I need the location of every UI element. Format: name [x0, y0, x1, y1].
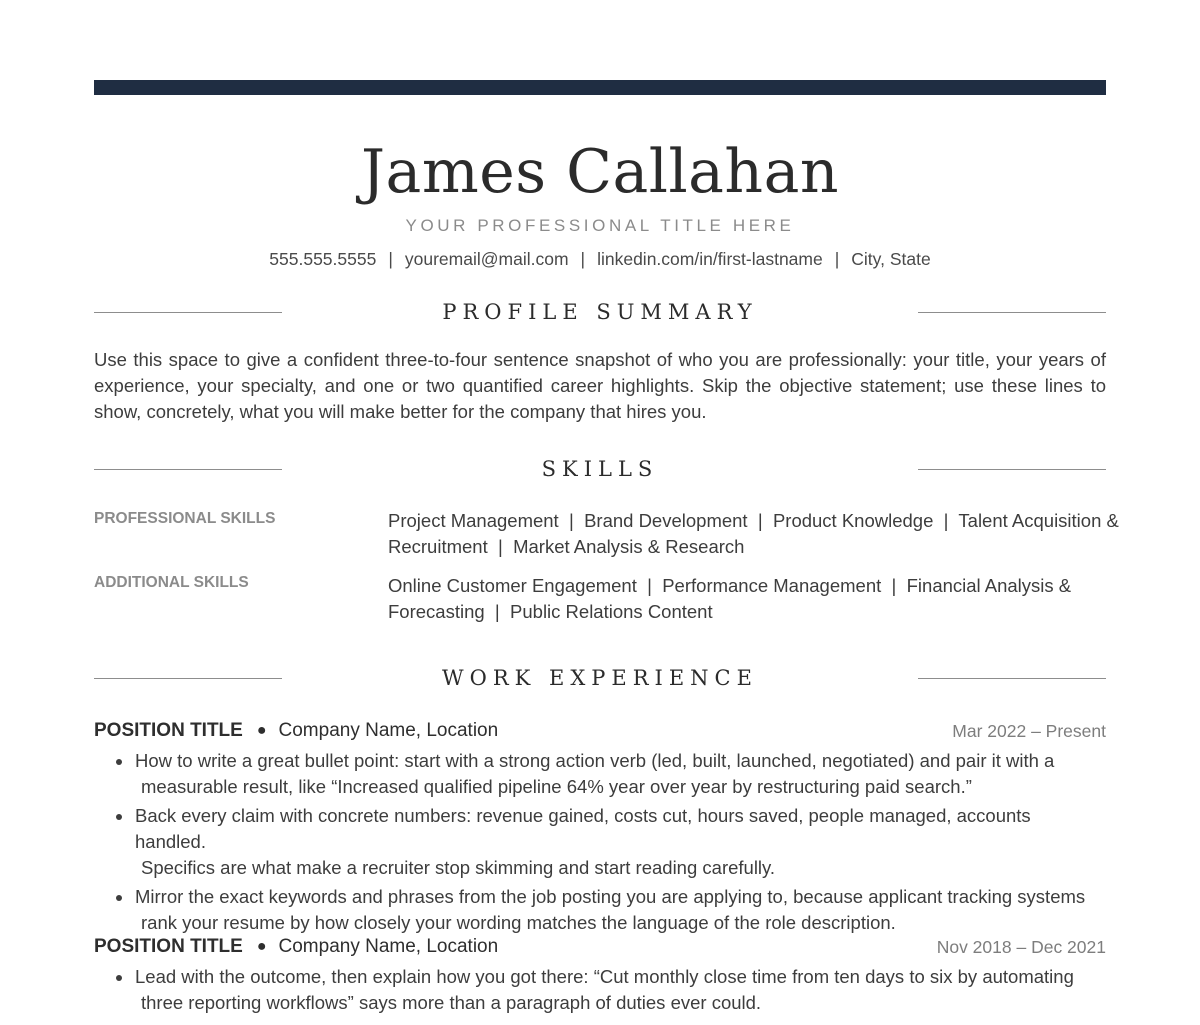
section-rule [94, 469, 282, 470]
bullet-line: Specifics are what make a recruiter stop skimming and start reading carefully. [141, 857, 776, 878]
section-title: SKILLS [541, 457, 659, 481]
job-header [94, 934, 1106, 960]
position-title: POSITION TITLE [94, 720, 243, 741]
contact-separator: | [834, 249, 840, 269]
contact-separator: | [388, 249, 393, 269]
list-item [114, 803, 1106, 881]
contact-location: City, State [851, 249, 931, 269]
skills-line: Online Customer Engagement | Performance Management | Financial Analysis & [388, 575, 1072, 596]
job-title-line [94, 934, 498, 960]
bullet-line: Mirror the exact keywords and phrases from the job posting you are applying to, because applicant tracking systems [135, 886, 1086, 907]
professional-skills-list [388, 508, 1119, 560]
section-rule [94, 678, 282, 679]
skills-line: Project Management | Brand Development | Product Knowledge | Talent Acquisition & [388, 510, 1119, 531]
section-title: PROFILE SUMMARY [442, 300, 758, 324]
contact-linkedin: linkedin.com/in/first-lastname [597, 249, 823, 269]
section-title: WORK EXPERIENCE [442, 666, 758, 690]
list-item [114, 884, 1106, 936]
section-rule [918, 469, 1106, 470]
skills-line: Forecasting | Public Relations Content [388, 601, 713, 622]
job-dates: Mar 2022 – Present [952, 721, 1106, 741]
section-rule [918, 678, 1106, 679]
resume-page [94, 0, 1119, 1025]
professional-skills-label: PROFESSIONAL SKILLS [94, 510, 276, 527]
position-title: POSITION TITLE [94, 936, 243, 957]
contact-line [94, 247, 1106, 271]
additional-skills-label: ADDITIONAL SKILLS [94, 574, 249, 591]
section-rule [918, 312, 1106, 313]
job-bullets [114, 748, 1106, 939]
skills-heading [94, 454, 1106, 484]
accent-bar [94, 80, 1106, 95]
bullet-separator-icon: ● [256, 938, 267, 955]
job-header [94, 718, 1106, 744]
candidate-name: James Callahan [361, 137, 839, 207]
profile-summary-heading [94, 297, 1106, 327]
skills-line: Recruitment | Market Analysis & Research [388, 536, 745, 557]
list-item [114, 748, 1106, 800]
profile-summary-text: Use this space to give a confident three-to-four sentence snapshot of who you are professionally: your title, your years of experience, your specialty, and one or two quantified career highlights. Skip the objective statement; use these lines to show, concretely, what you will make better for the company that hires you. [94, 349, 1106, 422]
job-bullets [114, 964, 1106, 1019]
additional-skills-list [388, 573, 1106, 625]
bullet-line: Lead with the outcome, then explain how you got there: “Cut monthly close time from ten days to six by automating [135, 966, 1074, 987]
bullet-line: How to write a great bullet point: start with a strong action verb (led, built, launched, negotiated) and pair it with a [135, 750, 1055, 771]
job-title-line [94, 718, 498, 744]
bullet-icon [116, 975, 122, 981]
company-name: Company Name, Location [278, 720, 499, 741]
bullet-line: Back every claim with concrete numbers: revenue gained, costs cut, hours saved, people managed, accounts handled. [135, 805, 1031, 852]
bullet-line: measurable result, like “Increased qualified pipeline 64% year over year by restructuring paid search.” [141, 776, 972, 797]
section-rule [94, 312, 282, 313]
bullet-icon [116, 814, 122, 820]
bullet-icon [116, 759, 122, 765]
contact-phone: 555.555.5555 [269, 249, 377, 269]
professional-title: YOUR PROFESSIONAL TITLE HERE [405, 216, 795, 235]
contact-separator: | [580, 249, 586, 269]
company-name: Company Name, Location [278, 936, 499, 957]
job-dates: Nov 2018 – Dec 2021 [936, 937, 1106, 957]
bullet-separator-icon: ● [256, 722, 267, 739]
list-item [114, 964, 1106, 1016]
bullet-icon [116, 895, 122, 901]
work-experience-heading [94, 663, 1106, 693]
contact-email: youremail@mail.com [404, 249, 569, 269]
bullet-line: three reporting workflows” says more than a paragraph of duties ever could. [141, 992, 762, 1013]
bullet-line: rank your resume by how closely your wording matches the language of the role description. [141, 912, 896, 933]
